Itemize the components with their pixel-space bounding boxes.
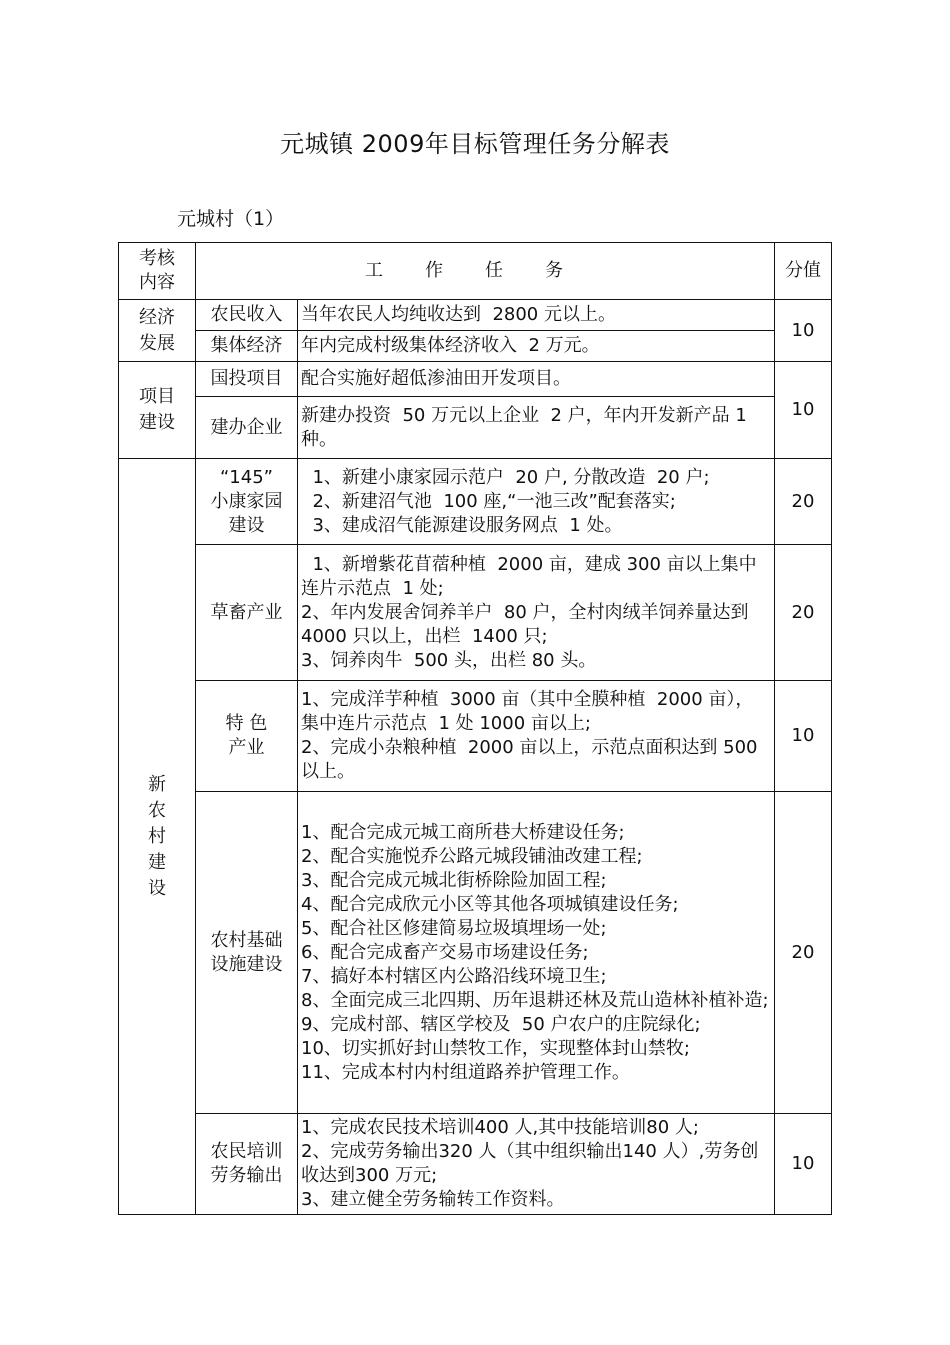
task-cell (298, 300, 775, 331)
table-row (119, 459, 832, 545)
item-cell: 农村基础 设施建设 (196, 792, 298, 1114)
task-item: 1、配合完成元城工商所巷大桥建设任务; (301, 821, 625, 843)
header-task: 工作任务 (196, 243, 775, 300)
table-row (119, 331, 832, 362)
item-cell: 农民培训 劳务输出 (196, 1114, 298, 1215)
task-table (118, 242, 832, 1215)
task-item: 3、建成沼气能源建设服务网点 1 处。 (301, 514, 623, 536)
task-item: 2、新建沼气池 100 座,“一池三改”配套落实; (301, 490, 676, 512)
task-item: 10、切实抓好封山禁牧工作，实现整体封山禁牧; (301, 1037, 690, 1059)
category-cell: 新 农 村 建 设 (119, 459, 196, 1215)
table-row (119, 681, 832, 792)
item-cell: 集体经济 (196, 331, 298, 362)
item-cell: 农民收入 (196, 300, 298, 331)
village-subtitle: 元城村（1） (177, 208, 285, 230)
task-item: 年内完成村级集体经济收入 2 万元。 (301, 335, 600, 356)
task-item: 7、搞好本村辖区内公路沿线环境卫生; (301, 965, 607, 987)
task-cell (298, 545, 775, 681)
score-cell: 10 (775, 362, 832, 459)
table-row (119, 300, 832, 331)
task-item: 1、新建小康家园示范户 20 户, 分散改造 20 户; (301, 466, 710, 488)
task-item: 8、全面完成三北四期、历年退耕还林及荒山造林补植补造; (301, 989, 769, 1011)
table-row (119, 1114, 832, 1215)
task-item: 11、完成本村内村组道路养护管理工作。 (301, 1061, 630, 1083)
task-item: 当年农民人均纯收达到 2800 元以上。 (301, 304, 616, 325)
header-score: 分值 (775, 243, 832, 300)
task-cell (298, 1114, 775, 1215)
header-content: 考核 内容 (119, 243, 196, 300)
page-title: 元城镇 2009年目标管理任务分解表 (280, 130, 670, 158)
score-cell: 20 (775, 792, 832, 1114)
task-item: 配合实施好超低渗油田开发项目。 (301, 368, 571, 389)
task-cell (298, 397, 775, 459)
task-cell (298, 792, 775, 1114)
table-row (119, 397, 832, 459)
header-row (119, 243, 832, 300)
score-cell: 10 (775, 300, 832, 362)
item-cell: 国投项目 (196, 362, 298, 397)
score-cell: 10 (775, 1114, 832, 1215)
task-item: 9、完成村部、辖区学校及 50 户农户的庄院绿化; (301, 1013, 701, 1035)
task-item: 2、完成小杂粮种植 2000 亩以上，示范点面积达到 500 以上。 (301, 737, 764, 782)
item-cell: 草畜产业 (196, 545, 298, 681)
table-row (119, 792, 832, 1114)
score-cell: 20 (775, 459, 832, 545)
task-item: 3、配合完成元城北街桥除险加固工程; (301, 869, 607, 891)
table-row (119, 362, 832, 397)
task-item: 新建办投资 50 万元以上企业 2 户，年内开发新产品 1 种。 (301, 404, 753, 450)
task-item: 1、完成农民技术培训400 人,其中技能培训80 人; (301, 1117, 699, 1138)
item-cell: 建办企业 (196, 397, 298, 459)
score-cell: 20 (775, 545, 832, 681)
task-item: 6、配合完成畜产交易市场建设任务; (301, 941, 589, 963)
task-item: 4、配合完成欣元小区等其他各项城镇建设任务; (301, 893, 679, 915)
task-item: 2、完成劳务输出320 人（其中组织输出140 人）,劳务创收达到300 万元; (301, 1141, 759, 1186)
task-item: 2、年内发展舍饲养羊户 80 户，全村肉绒羊饲养量达到 4000 只以上，出栏 1400 只; (301, 601, 755, 647)
task-cell (298, 681, 775, 792)
task-item: 3、饲养肉牛 500 头，出栏 80 头。 (301, 649, 597, 671)
item-cell: “145” 小康家园 建设 (196, 459, 298, 545)
table-row (119, 545, 832, 681)
task-cell (298, 459, 775, 545)
task-cell (298, 362, 775, 397)
task-item: 1、完成洋芋种植 3000 亩（其中全膜种植 2000 亩），集中连片示范点 1 处 1000 亩以上; (301, 689, 754, 734)
task-item: 1、新增紫花苜蓿种植 2000 亩，建成 300 亩以上集中连片示范点 1 处; (301, 553, 757, 599)
task-cell (298, 331, 775, 362)
task-item: 5、配合社区修建简易垃圾填埋场一处; (301, 917, 607, 939)
task-item: 2、配合实施悦乔公路元城段铺油改建工程; (301, 845, 643, 867)
score-cell: 10 (775, 681, 832, 792)
category-cell: 项目 建设 (119, 362, 196, 459)
task-item: 3、建立健全劳务输转工作资料。 (301, 1189, 565, 1210)
category-cell: 经济 发展 (119, 300, 196, 362)
item-cell: 特 色 产业 (196, 681, 298, 792)
